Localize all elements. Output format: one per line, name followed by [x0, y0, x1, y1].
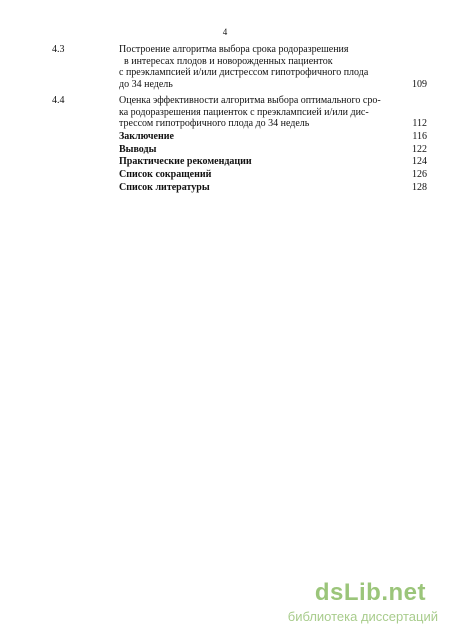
toc-entry-page: 112	[412, 118, 427, 129]
toc-entry-title: Заключение	[119, 131, 174, 142]
watermark-caption: библиотека диссертаций	[287, 609, 438, 624]
page-number: 4	[222, 27, 228, 37]
toc-entry-title-line: в интересах плодов и новорожденных пациенток	[124, 55, 333, 67]
toc-entry-number: 4.4	[52, 95, 65, 106]
toc-entry-page: 109	[412, 78, 427, 90]
toc-entry-page: 116	[412, 131, 427, 142]
toc-entry-title-line: до 34 недель	[119, 78, 173, 90]
toc-entry-title: Список литературы	[119, 182, 210, 193]
toc-entry-number: 4.3	[52, 44, 65, 55]
watermark	[238, 579, 438, 629]
toc-entry-title-line: Построение алгоритма выбора срока родоразрешения	[119, 44, 349, 55]
toc-entry-title-line: ка родоразрешения пациенток с преэклампсией и/или дис-	[119, 106, 369, 118]
toc-entry-page: 122	[412, 144, 427, 155]
toc-entry-title: Практические рекомендации	[119, 156, 252, 167]
toc-entry-title: Список сокращений	[119, 169, 212, 180]
watermark-logo: dsLib.net	[314, 579, 426, 606]
toc-entry-title	[119, 44, 409, 90]
toc-entry-title	[119, 95, 409, 130]
toc-entry-title-line: трессом гипотрофичного плода до 34 недель	[119, 118, 310, 129]
toc-entry-page: 124	[412, 156, 427, 167]
toc-entry-title-line: с преэклампсией и/или дистрессом гипотрофичного плода	[119, 67, 369, 78]
toc-entry-title: Выводы	[119, 144, 157, 155]
toc-entry-page: 126	[412, 169, 427, 180]
toc-entry-title-line: Оценка эффективности алгоритма выбора оптимального сро-	[119, 95, 381, 106]
toc-entry-page: 128	[412, 182, 427, 193]
